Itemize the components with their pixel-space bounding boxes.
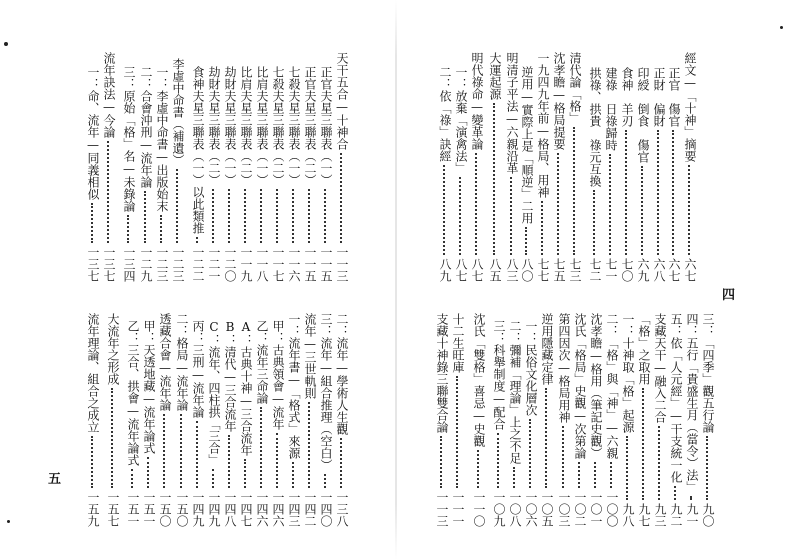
- toc-entry: [588, 67, 602, 282]
- toc-entry-page: 一三七: [102, 246, 116, 282]
- toc-entry-page: 一四七: [239, 491, 253, 527]
- toc-entry-page: 七五: [552, 258, 566, 282]
- toc-entry-page: 一二一: [207, 246, 221, 282]
- toc-entry-title: 沈氏「格局」史觀—次第論: [573, 313, 587, 459]
- leader-dots: [276, 189, 280, 243]
- toc-entry-page: 一五九: [86, 491, 100, 527]
- toc-entry-title: 沈孝瞻—格局提要: [552, 52, 566, 150]
- toc-entry-title: 二：格局—流年論: [175, 313, 189, 411]
- toc-entry-page: 一一三: [335, 246, 349, 282]
- toc-entry-page: 九八: [621, 503, 635, 527]
- leader-dots: [228, 435, 232, 488]
- leader-dots: [562, 426, 566, 488]
- toc-entry-title: 明清子平法—六親沿革: [505, 52, 519, 174]
- toc-entry: [319, 66, 333, 282]
- toc-entry-page: 一五七: [106, 491, 120, 527]
- toc-entry-title: 乙：三合、拱會—流年論式: [126, 320, 140, 466]
- leader-dots: [525, 227, 529, 255]
- toc-entry-title: 第四因次—格局用神: [557, 313, 571, 423]
- leader-dots: [557, 153, 561, 255]
- toc-entry: [492, 320, 506, 527]
- toc-entry-page: 一〇六: [524, 491, 538, 527]
- toc-entry: [435, 313, 449, 527]
- leader-dots: [672, 130, 676, 255]
- toc-entry: [520, 66, 534, 282]
- toc-entry: [470, 52, 484, 282]
- toc-entry-title: 一：命、流年—同義相似: [86, 66, 100, 200]
- leader-dots: [324, 189, 328, 243]
- leader-dots: [111, 388, 115, 488]
- book-gutter: [395, 0, 397, 560]
- leader-dots: [706, 436, 710, 500]
- toc-entry: [126, 320, 140, 527]
- toc-entry-title: 甲：天透地藏—流年論式: [142, 320, 156, 454]
- leader-dots: [276, 433, 280, 488]
- toc-entry-title: 經文—「十神」摘要: [683, 52, 697, 162]
- toc-entry-page: 一〇八: [508, 491, 522, 527]
- page-number-left: 五: [48, 472, 62, 487]
- toc-entry: [139, 66, 153, 282]
- toc-entry-page: 八七: [470, 258, 484, 282]
- toc-entry: [287, 66, 301, 282]
- toc-entry: [508, 320, 522, 527]
- toc-entry: [239, 66, 253, 282]
- toc-entry-page: 六七: [683, 258, 697, 282]
- toc-entry-page: 九三: [653, 503, 667, 527]
- toc-entry-title: 二：依「祿」訣經: [438, 66, 452, 162]
- toc-entry-title: 大運起源: [488, 52, 502, 100]
- toc-entry: [223, 320, 237, 527]
- toc-entry: [573, 313, 587, 527]
- leader-dots: [690, 496, 694, 500]
- leader-dots: [459, 177, 463, 255]
- toc-entry: [207, 320, 221, 527]
- toc-entry-page: 七三: [568, 258, 582, 282]
- toc-entry-title: 透藏合會—流年論: [158, 313, 172, 411]
- leader-dots: [609, 154, 613, 255]
- toc-entry-page: 八九: [438, 258, 452, 282]
- leader-dots: [91, 203, 95, 243]
- toc-entry: [685, 313, 699, 527]
- toc-entry-title: 比肩夫星三聯表（二）: [239, 66, 253, 186]
- leader-dots: [196, 421, 200, 488]
- toc-entry-title: 正官夫星三聯表（一）: [319, 66, 333, 186]
- leader-dots: [176, 169, 180, 243]
- toc-entry: [621, 313, 635, 527]
- toc-entry: [303, 66, 317, 282]
- toc-entry: [303, 313, 317, 527]
- toc-entry: [158, 313, 172, 527]
- toc-entry-page: 一四九: [191, 491, 205, 527]
- leader-dots: [626, 436, 630, 500]
- toc-entry-title: 清代論「格」: [568, 52, 582, 124]
- toc-entry: [636, 67, 650, 282]
- toc-entry: [669, 313, 683, 527]
- toc-entry: [637, 313, 651, 527]
- toc-entry-title: A：古典十神—三合流年: [239, 320, 253, 456]
- leader-dots: [510, 177, 514, 255]
- toc-entry-title: 天干五合—十神合: [335, 52, 349, 150]
- toc-entry: [102, 52, 116, 282]
- leader-dots: [658, 426, 662, 500]
- toc-entry-title: 明代祿命—變革論: [470, 52, 484, 150]
- toc-entry-title: B：清代—三合流年: [223, 320, 237, 432]
- toc-entry-title: 七殺夫星三聯表（二）: [271, 66, 285, 186]
- leader-dots: [212, 189, 216, 243]
- toc-entry-title: 一：十神取「格」起源: [621, 313, 635, 433]
- toc-entry-title: C：流年、四柱拱「三合」: [207, 320, 221, 466]
- leader-dots: [440, 436, 444, 488]
- leader-dots: [131, 469, 135, 488]
- toc-entry: [451, 313, 465, 527]
- leader-dots: [340, 153, 344, 243]
- toc-entry: [557, 313, 571, 527]
- toc-entry-page: 一四八: [223, 491, 237, 527]
- toc-entry-title: 二：流年—學術人生觀: [335, 313, 349, 435]
- toc-entry-page: 八〇: [520, 258, 534, 282]
- toc-entry: [604, 67, 618, 282]
- toc-entry: [191, 320, 205, 527]
- toc-entry-title: 三：原始「格」名—未錄論: [122, 66, 136, 212]
- toc-entry-page: 一四二: [303, 491, 317, 527]
- toc-entry-page: 一五一: [142, 491, 156, 527]
- toc-entry: [106, 313, 120, 527]
- toc-entry-page: 七一: [604, 258, 618, 282]
- leader-dots: [107, 141, 111, 243]
- leader-dots: [497, 433, 501, 488]
- leader-dots: [475, 153, 479, 255]
- toc-entry-title: 丙：三刑—流年論: [191, 320, 205, 418]
- toc-entry-title: 四：五行「貴盛生月（當令）法」: [685, 313, 699, 493]
- toc-entry-title: 正官 傷官: [667, 67, 681, 127]
- leader-dots: [324, 474, 328, 488]
- leader-dots: [456, 376, 460, 488]
- toc-entry-page: 七二: [588, 258, 602, 282]
- leader-dots: [308, 189, 312, 243]
- toc-entry: [86, 66, 100, 282]
- toc-entry-page: 一二二: [191, 246, 205, 282]
- toc-entry-page: 九二: [669, 503, 683, 527]
- toc-entry-page: 一三八: [335, 491, 349, 527]
- toc-entry: [335, 52, 349, 282]
- toc-entry: [652, 67, 666, 282]
- toc-entry-title: 食神 羊刃: [620, 67, 634, 127]
- toc-entry-page: 一一七: [271, 246, 285, 282]
- toc-entry-page: 一〇一: [589, 491, 603, 527]
- toc-entry-page: 一一九: [239, 246, 253, 282]
- toc-entry-page: 八五: [488, 258, 502, 282]
- toc-entry: [701, 313, 715, 527]
- toc-entry-title: 一：李虛中命書—出版始末: [155, 66, 169, 212]
- toc-entry-page: 九〇: [701, 503, 715, 527]
- toc-entry-page: 一五一: [126, 491, 140, 527]
- toc-entry-title: 支藏十神錄三聯雙合論: [435, 313, 449, 433]
- toc-entry: [605, 313, 619, 527]
- toc-entry-title: 沈孝瞻—格用（筆記史觀）: [589, 313, 603, 459]
- toc-entry-page: 一一三: [435, 491, 449, 527]
- leader-dots: [260, 407, 264, 488]
- toc-entry-title: 逆用—實際上是「順逆」二用: [520, 66, 534, 224]
- toc-entry-page: 八三: [505, 258, 519, 282]
- toc-entry: [223, 66, 237, 282]
- scan-speck: [7, 520, 10, 523]
- toc-entry: [255, 320, 269, 527]
- toc-entry-page: 一一八: [255, 246, 269, 282]
- leader-dots: [493, 103, 497, 255]
- toc-entry-title: 李虛中命書（補遺）: [171, 58, 185, 166]
- toc-entry-page: 八七: [454, 258, 468, 282]
- toc-entry-title: 二：合會沖刑—流年論: [139, 66, 153, 188]
- leader-dots: [196, 237, 200, 243]
- leader-dots: [594, 462, 598, 488]
- toc-entry-title: 三：流年—組合推理（空白）: [319, 313, 333, 471]
- toc-entry-page: 六七: [667, 258, 681, 282]
- leader-dots: [688, 165, 692, 255]
- toc-entry-page: 一五〇: [158, 491, 172, 527]
- toc-entry: [472, 313, 486, 527]
- toc-entry: [122, 66, 136, 282]
- toc-entry-page: 七〇: [620, 258, 634, 282]
- toc-entry: [207, 66, 221, 282]
- toc-entry: [524, 320, 538, 527]
- toc-entry-title: 二：「格」與「神」—六親: [605, 313, 619, 459]
- leader-dots: [545, 388, 549, 488]
- leader-dots: [657, 130, 661, 255]
- toc-entry-title: 甲：古典領會—流年: [271, 320, 285, 430]
- toc-entry-page: 一一〇: [472, 491, 486, 527]
- toc-entry-title: 流年理論、組合之成立: [86, 313, 100, 433]
- toc-entry-title: 食神夫星三聯表（一）以此類推: [191, 66, 205, 234]
- toc-entry-page: 一五〇: [175, 491, 189, 527]
- toc-entry-page: 一二三: [171, 246, 185, 282]
- toc-entry: [488, 52, 502, 282]
- toc-entry-title: 三：科舉制度—配合: [492, 320, 506, 430]
- toc-entry-title: 正官夫星三聯表（二）: [303, 66, 317, 186]
- leader-dots: [642, 388, 646, 500]
- leader-dots: [625, 130, 629, 255]
- toc-entry-title: 一：放棄「演禽法」: [454, 66, 468, 174]
- toc-entry: [319, 313, 333, 527]
- toc-entry-title: 三：「四季」觀五行論: [701, 313, 715, 433]
- toc-entry-page: 一一六: [287, 246, 301, 282]
- toc-entry-page: 一二〇: [223, 246, 237, 282]
- toc-entry-title: 一：流年書—「格式」來源: [287, 313, 301, 459]
- toc-entry: [255, 66, 269, 282]
- toc-entry-title: 印綬 倒食 傷官: [636, 67, 650, 163]
- toc-entry: [287, 313, 301, 527]
- toc-entry-title: 建祿 日祿歸時: [604, 67, 618, 151]
- toc-entry-page: 九七: [637, 503, 651, 527]
- toc-entry-title: 七殺夫星三聯表（一）: [287, 66, 301, 186]
- toc-entry: [155, 66, 169, 282]
- leader-dots: [674, 486, 678, 500]
- page-number-right: 四: [722, 288, 736, 303]
- toc-entry-page: 一四六: [255, 491, 269, 527]
- toc-entry-page: 一〇五: [540, 491, 554, 527]
- toc-entry-title: 拱祿、拱貴 祿元互換: [588, 67, 602, 187]
- toc-entry: [620, 67, 634, 282]
- toc-entry: [653, 313, 667, 527]
- toc-entry-title: 乙：流年三命論: [255, 320, 269, 404]
- toc-entry-title: 比肩夫星三聯表（一）: [255, 66, 269, 186]
- toc-entry: [335, 313, 349, 527]
- toc-entry: [536, 52, 550, 282]
- toc-entry-title: 一九四九年前—格局、用神: [536, 52, 550, 198]
- leader-dots: [308, 402, 312, 488]
- leader-dots: [443, 165, 447, 255]
- leader-dots: [212, 469, 216, 488]
- toc-entry-title: 大流年之形成: [106, 313, 120, 385]
- toc-entry-page: 一四三: [287, 491, 301, 527]
- toc-entry-page: 一一五: [319, 246, 333, 282]
- toc-entry-page: 一二九: [139, 246, 153, 282]
- toc-entry: [142, 320, 156, 527]
- toc-entry: [589, 313, 603, 527]
- toc-entry-page: 一一五: [303, 246, 317, 282]
- toc-entry-page: 七七: [536, 258, 550, 282]
- leader-dots: [641, 166, 645, 255]
- toc-entry-page: 一四九: [207, 491, 221, 527]
- toc-entry-page: 一〇三: [557, 491, 571, 527]
- toc-entry-title: 十二生旺庫: [451, 313, 465, 373]
- leader-dots: [91, 436, 95, 488]
- toc-entry-page: 一一一: [451, 491, 465, 527]
- toc-entry-page: 一四六: [271, 491, 285, 527]
- toc-entry: [454, 66, 468, 282]
- toc-entry-page: 一三七: [86, 246, 100, 282]
- toc-entry: [239, 320, 253, 527]
- toc-entry-page: 一二三: [155, 246, 169, 282]
- scan-speck: [780, 26, 783, 29]
- toc-entry-title: 五：依「人元經」—干支統一化: [669, 313, 683, 483]
- toc-entry-title: 一：民俗文化層次: [524, 320, 538, 416]
- toc-entry-title: 劫財夫星三聯表（一）: [223, 66, 237, 186]
- toc-entry-title: 流年訣法—今論: [102, 52, 116, 138]
- leader-dots: [147, 457, 151, 488]
- toc-entry: [667, 67, 681, 282]
- leader-dots: [127, 215, 131, 243]
- leader-dots: [529, 419, 533, 488]
- leader-dots: [573, 127, 577, 255]
- toc-entry-title: 支藏天干—融入二合: [653, 313, 667, 423]
- toc-entry: [540, 313, 554, 527]
- toc-entry: [552, 52, 566, 282]
- leader-dots: [163, 414, 167, 488]
- leader-dots: [593, 190, 597, 255]
- leader-dots: [578, 462, 582, 488]
- leader-dots: [160, 215, 164, 243]
- leader-dots: [292, 462, 296, 488]
- toc-entry: [438, 66, 452, 282]
- toc-entry-title: 「格」之取用: [637, 313, 651, 385]
- scan-speck: [4, 42, 8, 46]
- toc-entry: [568, 52, 582, 282]
- toc-entry: [175, 313, 189, 527]
- toc-entry: [191, 66, 205, 282]
- leader-dots: [610, 462, 614, 488]
- toc-entry-page: 一四〇: [319, 491, 333, 527]
- leader-dots: [244, 189, 248, 243]
- toc-entry: [171, 58, 185, 282]
- toc-entry-page: 六九: [636, 258, 650, 282]
- toc-entry: [271, 66, 285, 282]
- toc-entry-title: 沈氏「雙格」喜忌—史觀: [472, 313, 486, 447]
- leader-dots: [260, 189, 264, 243]
- toc-entry-title: 流年—三世軌則: [303, 313, 317, 399]
- toc-entry-page: 六八: [652, 258, 666, 282]
- toc-entry-page: 一〇九: [492, 491, 506, 527]
- toc-entry: [683, 52, 697, 282]
- toc-entry: [86, 313, 100, 527]
- leader-dots: [541, 201, 545, 255]
- leader-dots: [513, 467, 517, 488]
- toc-entry-title: 正財 偏財: [652, 67, 666, 127]
- leader-dots: [340, 438, 344, 488]
- toc-entry-page: 九一: [685, 503, 699, 527]
- toc-entry-title: 劫財夫星三聯表（二）: [207, 66, 221, 186]
- leader-dots: [292, 189, 296, 243]
- toc-entry-page: 一三四: [122, 246, 136, 282]
- leader-dots: [228, 189, 232, 243]
- leader-dots: [180, 414, 184, 488]
- toc-entry: [505, 52, 519, 282]
- toc-entry-page: 一〇〇: [605, 491, 619, 527]
- leader-dots: [244, 459, 248, 488]
- toc-entry: [271, 320, 285, 527]
- leader-dots: [144, 191, 148, 243]
- leader-dots: [477, 450, 481, 488]
- toc-entry-page: 一〇二: [573, 491, 587, 527]
- toc-entry-title: 逆用隱藏定律: [540, 313, 554, 385]
- toc-entry-title: 二：彌補「理論」上之不足: [508, 320, 522, 464]
